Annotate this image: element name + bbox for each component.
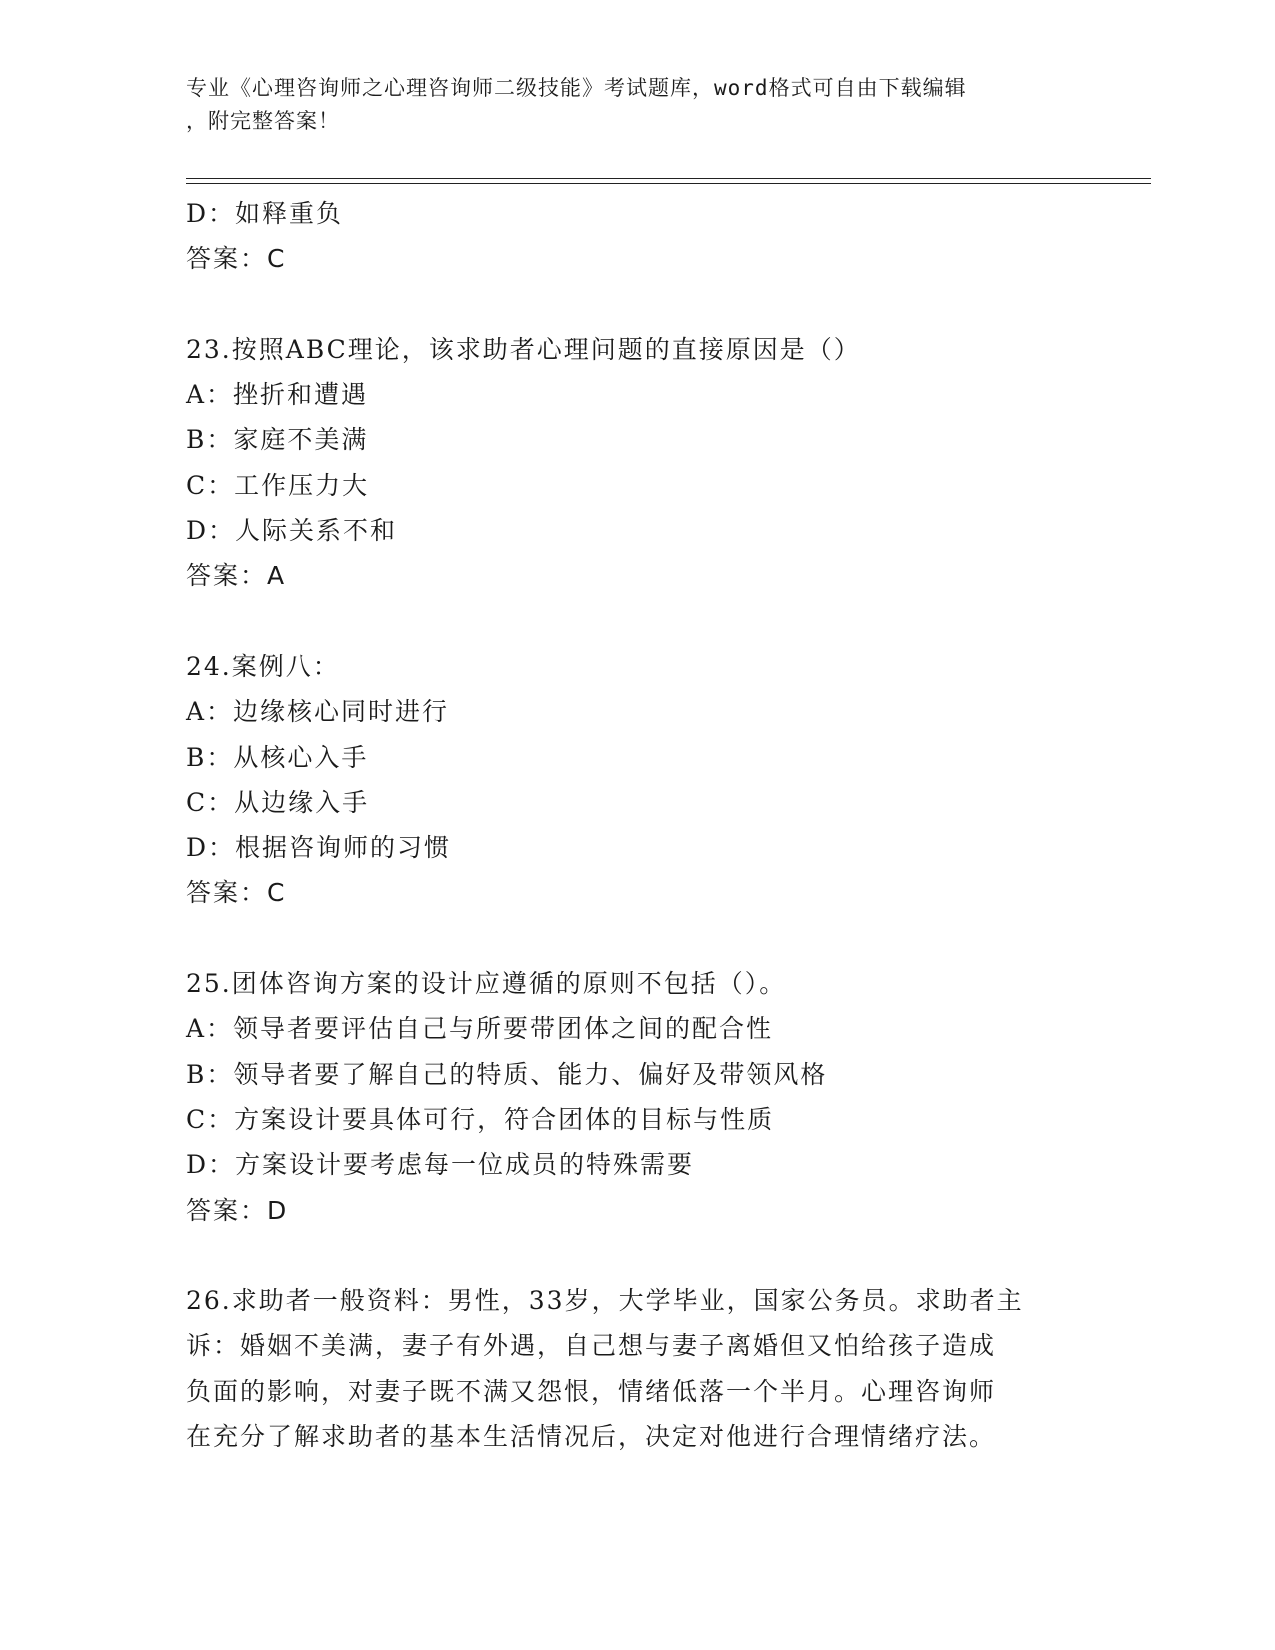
question-22-tail [186, 191, 1086, 282]
option-c: C：从边缘入手 [186, 787, 370, 817]
header-divider-top [186, 178, 1151, 179]
header-divider-bottom [186, 183, 1151, 184]
header-line-2: ，附完整答案！ [186, 109, 340, 133]
header-line-1: 专业《心理咨询师之心理咨询师二级技能》考试题库，word格式可自由下载编辑 [186, 76, 967, 100]
question-stem-line-3: 负面的影响，对妻子既不满又怨恨，情绪低落一个半月。心理咨询师 [186, 1376, 997, 1406]
option-c: C：方案设计要具体可行，符合团体的目标与性质 [186, 1104, 775, 1134]
question-stem: 23.按照ABC理论，该求助者心理问题的直接原因是（） [186, 334, 861, 364]
option-a: A：领导者要评估自己与所要带团体之间的配合性 [186, 1014, 774, 1044]
spacer [186, 1233, 1086, 1278]
answer-line: 答案：C [186, 878, 287, 908]
option-b: B：家庭不美满 [186, 425, 369, 455]
question-23 [186, 327, 1086, 599]
answer-line: 答案：C [186, 244, 287, 274]
question-stem: 25.团体咨询方案的设计应遵循的原则不包括（）。 [186, 969, 787, 999]
option-b: B：从核心入手 [186, 742, 369, 772]
option-d: D：方案设计要考虑每一位成员的特殊需要 [186, 1150, 695, 1180]
question-stem-line-4: 在充分了解求助者的基本生活情况后，决定对他进行合理情绪疗法。 [186, 1422, 997, 1452]
option-d: D：如释重负 [186, 199, 344, 228]
spacer [186, 916, 1086, 961]
question-26 [186, 1278, 1086, 1459]
option-c: C：工作压力大 [186, 470, 370, 500]
option-d: D：根据咨询师的习惯 [186, 833, 452, 863]
answer-line: 答案：A [186, 561, 287, 591]
document-header [186, 72, 1066, 138]
option-b: B：领导者要了解自己的特质、能力、偏好及带领风格 [186, 1059, 828, 1089]
question-stem-line-1: 26.求助者一般资料：男性，33岁，大学毕业，国家公务员。求助者主 [186, 1286, 1024, 1316]
question-24 [186, 644, 1086, 916]
question-stem-line-2: 诉：婚姻不美满，妻子有外遇，自己想与妻子离婚但又怕给孩子造成 [186, 1331, 997, 1361]
question-stem: 24.案例八： [186, 651, 340, 681]
spacer [186, 282, 1086, 327]
answer-line: 答案：D [186, 1195, 289, 1225]
option-a: A：挫折和遭遇 [186, 380, 369, 410]
spacer [186, 599, 1086, 644]
question-25 [186, 961, 1086, 1233]
option-a: A：边缘核心同时进行 [186, 697, 450, 727]
question-list [186, 191, 1086, 1459]
option-d: D：人际关系不和 [186, 516, 398, 546]
